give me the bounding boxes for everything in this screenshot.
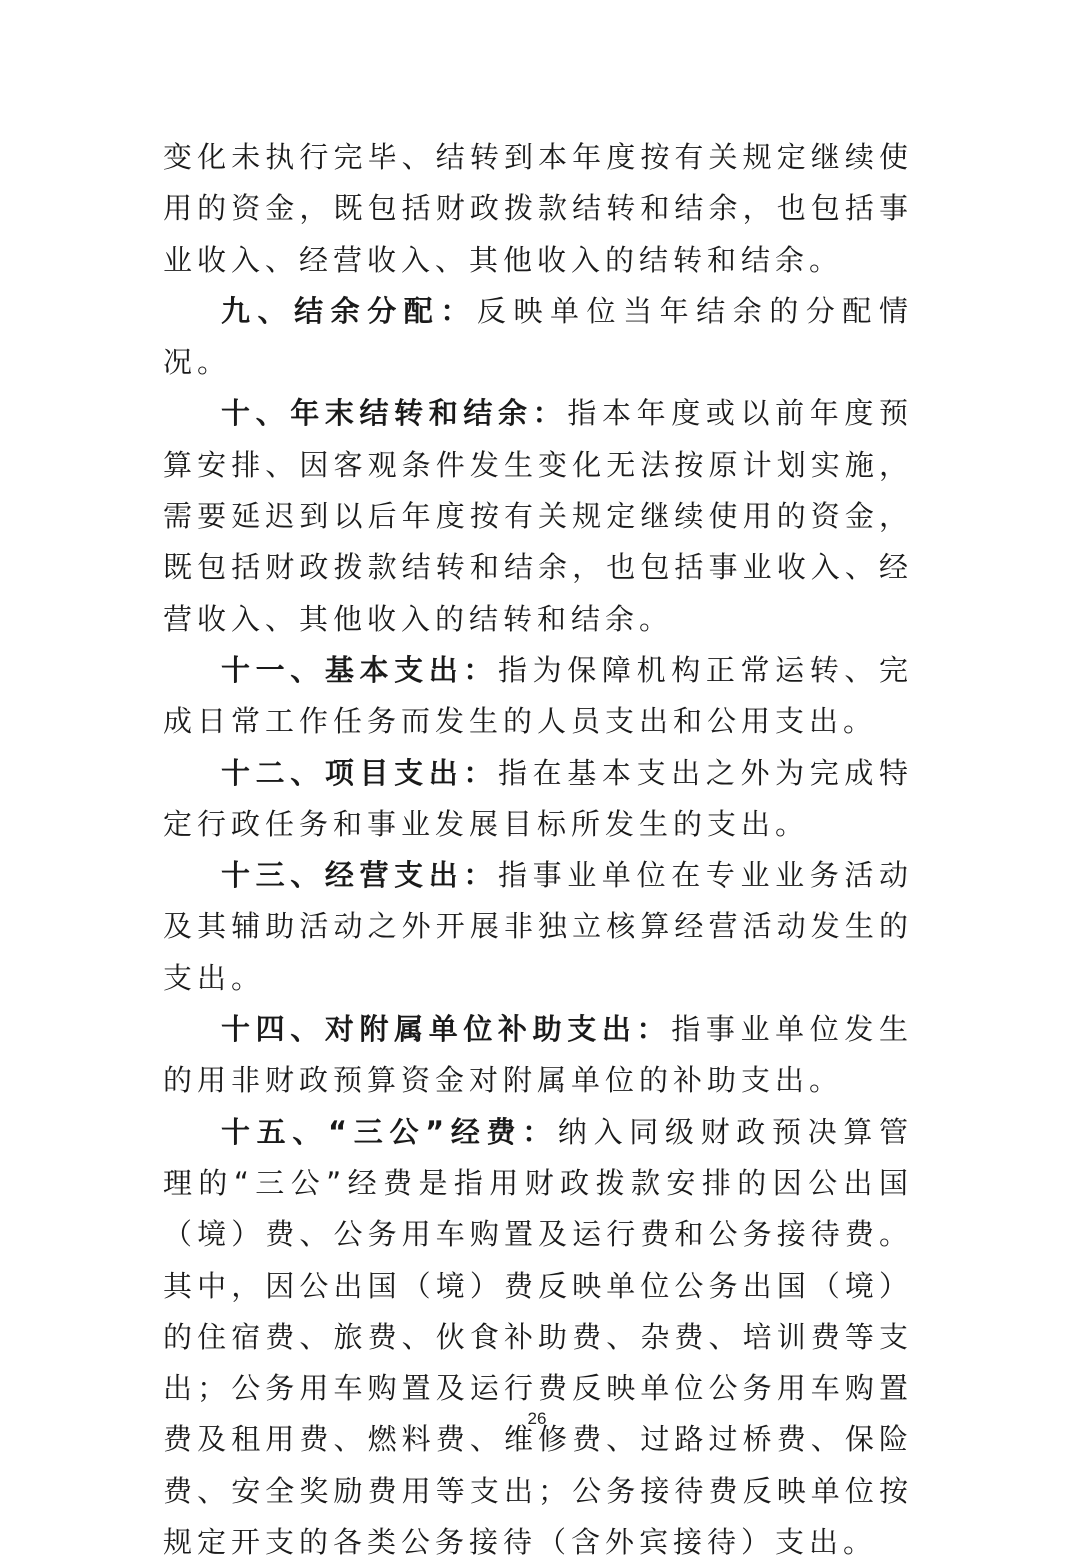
paragraph-term: 十三、经营支出： (221, 858, 499, 893)
paragraph-9 (163, 286, 913, 389)
paragraph-term: 十、年末结转和结余： (221, 396, 568, 431)
paragraph-11 (163, 645, 913, 748)
paragraph-term: 十一、基本支出： (221, 652, 499, 687)
paragraph-14 (163, 1004, 913, 1107)
paragraph-text: 指本年度或以前年度预算安排、因客观条件发生变化无法按原计划实施，需要延迟到以后年度按有关规定继续使用的资金，既包括财政拨款结转和结余，也包括事业收入、经营收入、其他收入的结转和结余。 (163, 396, 913, 636)
paragraph-15 (163, 1107, 913, 1568)
paragraph-10 (163, 388, 913, 644)
paragraph-text: 指事业单位在专业业务活动及其辅助活动之外开展非独立核算经营活动发生的支出。 (163, 858, 913, 995)
paragraph-text: 指在基本支出之外为完成特定行政任务和事业发展目标所发生的支出。 (163, 755, 913, 841)
paragraph-13 (163, 850, 913, 1004)
document-body (163, 132, 913, 1568)
paragraph-continuation (163, 132, 913, 286)
paragraph-text: 纳入同级财政预决算管理的“三公”经费是指用财政拨款安排的因公出国（境）费、公务用车购置及运行费和公务接待费。其中，因公出国（境）费反映单位公务出国（境）的住宿费、旅费、伙食补助费、杂费、培训费等支出；公务用车购置及运行费反映单位公务用车购置费及租用费、燃料费、维修费、过路过桥费、保险费、安全奖励费用等支出；公务接待费反映单位按规定开支的各类公务接待（含外宾接待）支出。 (163, 1114, 913, 1560)
paragraph-term: 十二、项目支出： (221, 755, 499, 790)
paragraph-text: 指事业单位发生的用非财政预算资金对附属单位的补助支出。 (163, 1012, 913, 1098)
paragraph-text: 变化未执行完毕、结转到本年度按有关规定继续使用的资金，既包括财政拨款结转和结余，也包括事业收入、经营收入、其他收入的结转和结余。 (163, 140, 913, 277)
paragraph-term: 九、结余分配： (221, 293, 477, 328)
paragraph-text: 指为保障机构正常运转、完成日常工作任务而发生的人员支出和公用支出。 (163, 652, 913, 739)
paragraph-text: 反映单位当年结余的分配情况。 (163, 293, 913, 380)
page-number: 26 (527, 1409, 547, 1428)
paragraph-term: 十五、“三公”经费： (221, 1114, 558, 1149)
paragraph-12 (163, 748, 913, 851)
paragraph-term: 十四、对附属单位补助支出： (221, 1012, 672, 1047)
